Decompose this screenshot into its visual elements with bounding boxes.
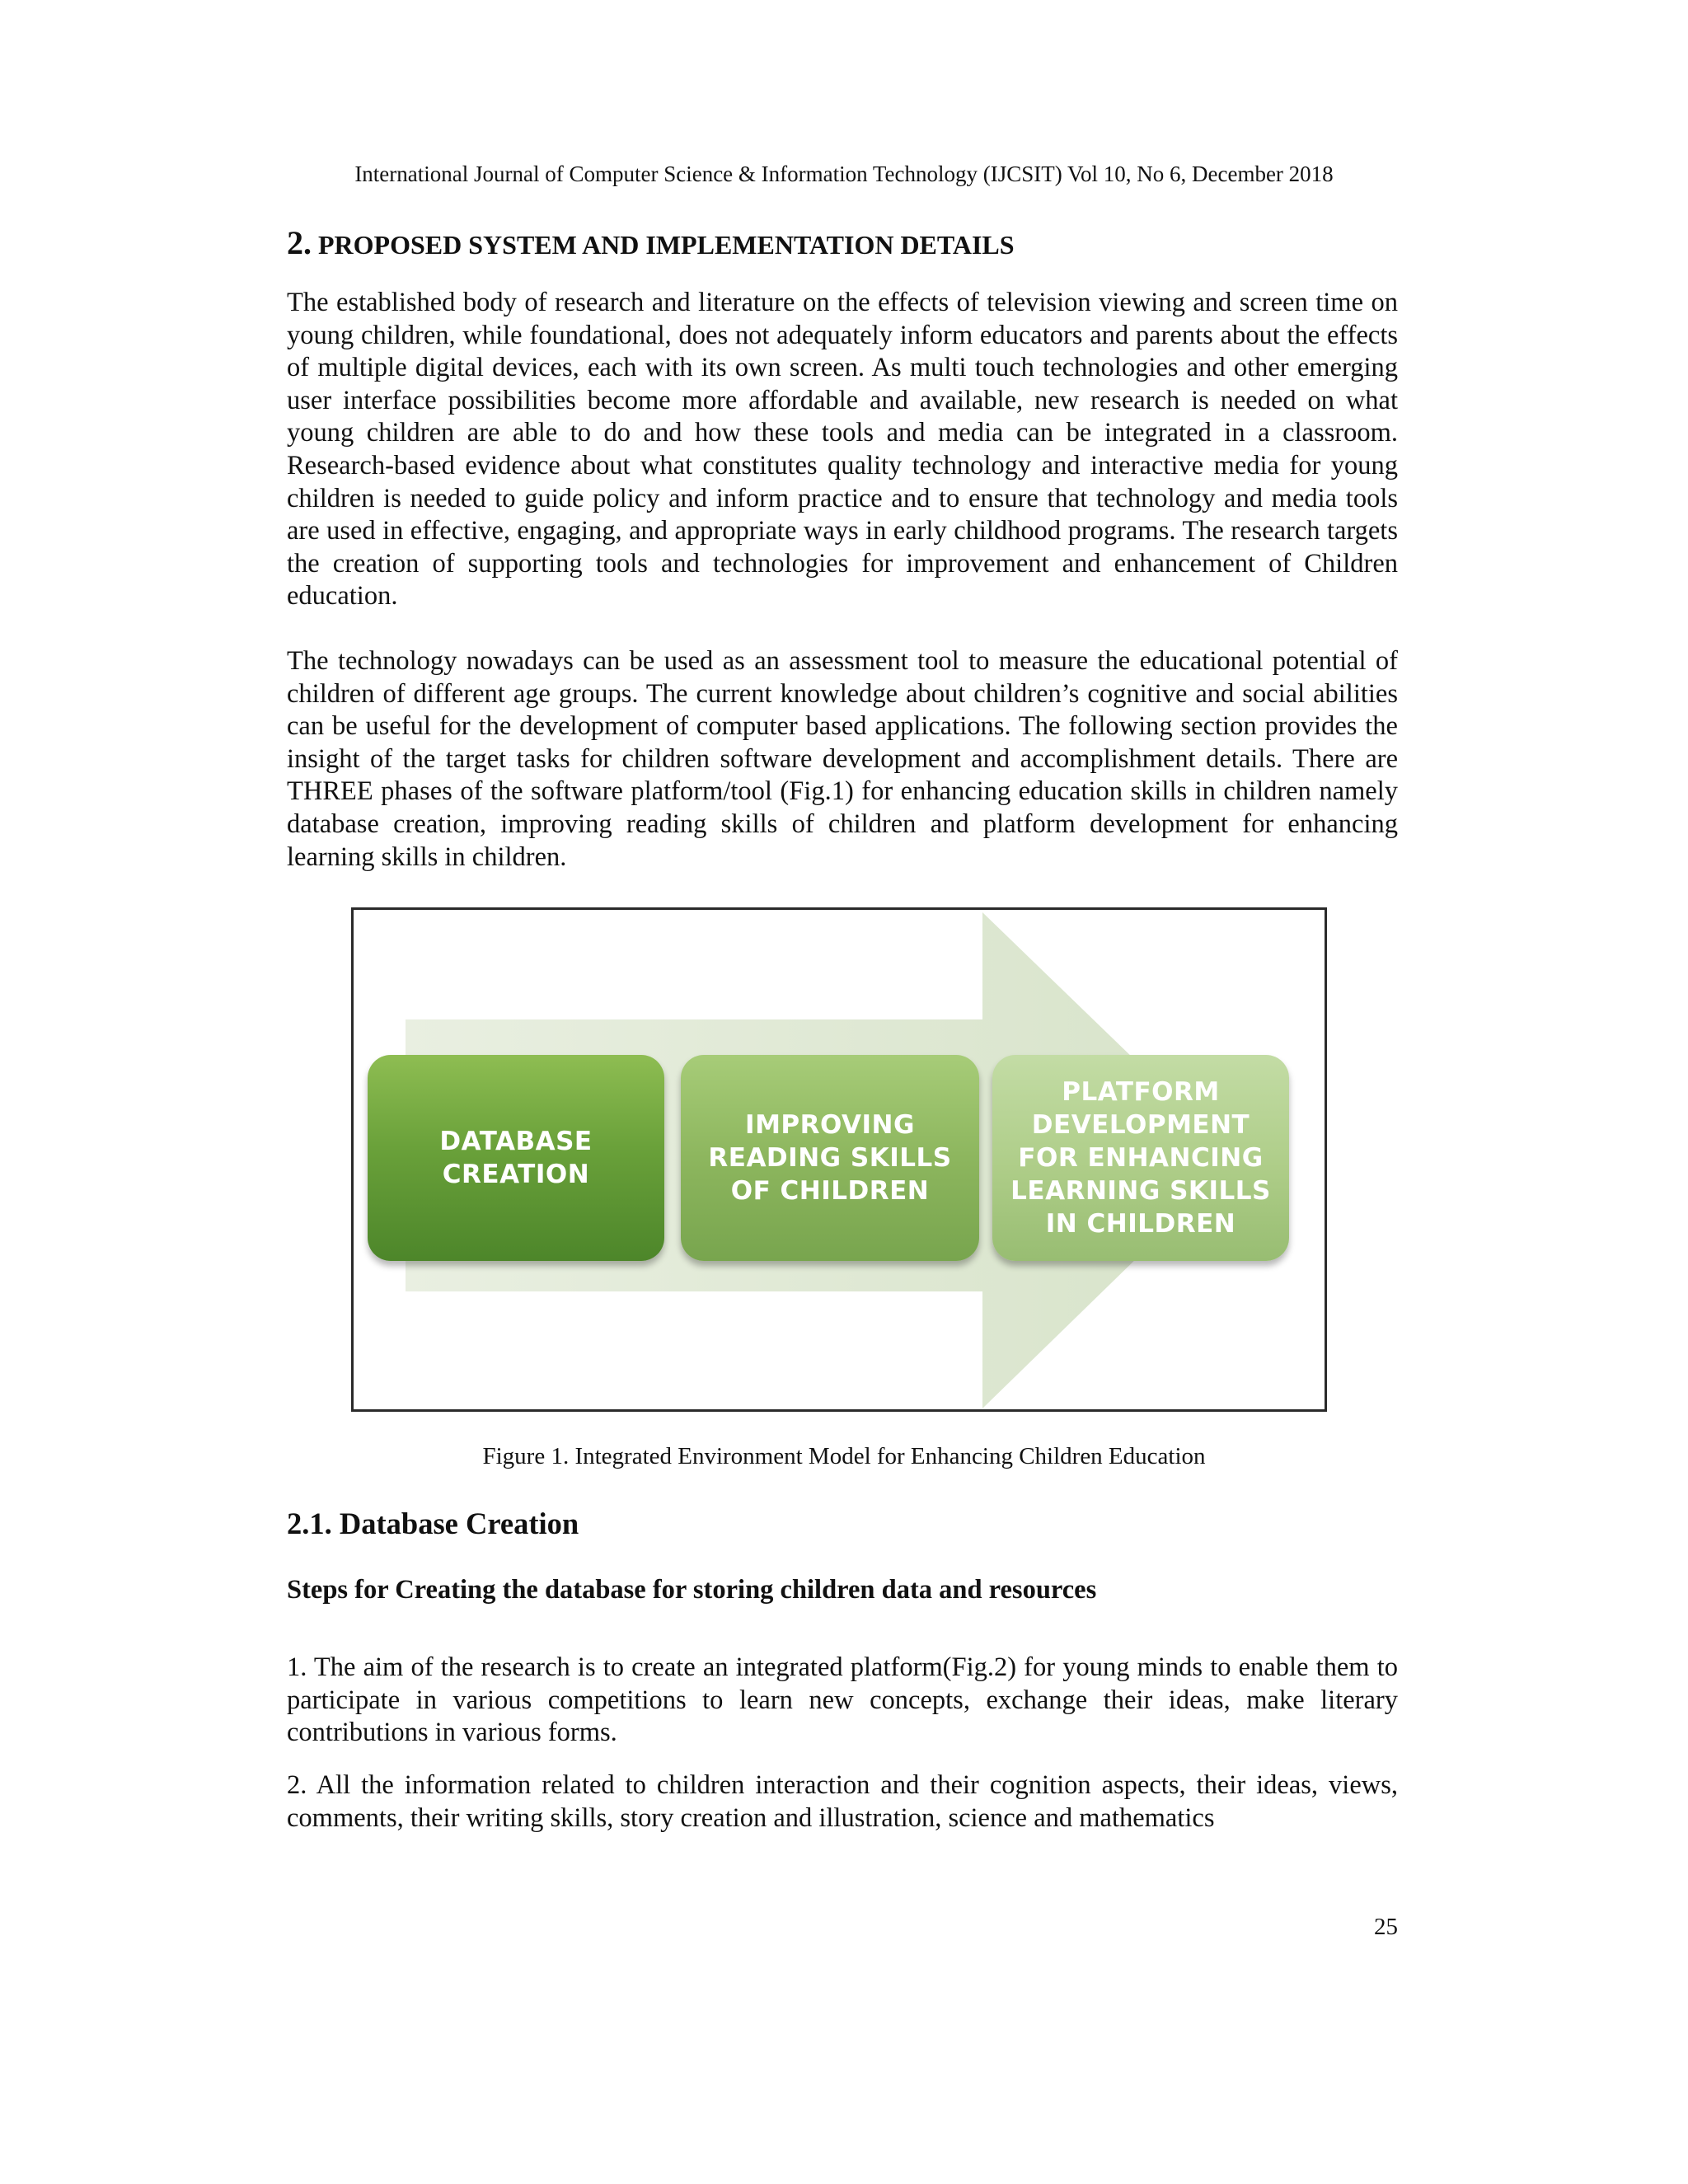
box-line: DEVELOPMENT <box>1031 1110 1250 1140</box>
box-line: IMPROVING <box>745 1110 915 1140</box>
box-line: OF CHILDREN <box>730 1176 930 1206</box>
box-line: FOR ENHANCING <box>1018 1143 1264 1173</box>
box-line: IN CHILDREN <box>1045 1209 1236 1239</box>
phase-box-improving-reading-skills <box>681 1055 979 1261</box>
figure-caption: Figure 1. Integrated Environment Model for Enhancing Children Education <box>482 1443 1206 1469</box>
section-title: PROPOSED SYSTEM AND IMPLEMENTATION DETAILS <box>312 230 1015 260</box>
section-heading <box>287 223 1398 262</box>
section-number: 2. <box>287 224 312 261</box>
paragraph-2: The technology nowadays can be used as an assessment tool to measure the educational potential of children of different age groups. The current knowledge about children’s cognitive and social abilities can be useful for the development of computer based applications. The following section provides the insight of the target tasks for children software development and accomplishment details. There are THREE phases of the software platform/tool (Fig.1) for enhancing education skills in children namely database creation, improving reading skills of children and platform development for enhancing learning skills in children. <box>287 646 1398 872</box>
box-line: DATABASE <box>439 1127 593 1156</box>
steps-heading: Steps for Creating the database for storing children data and resources <box>287 1575 1097 1605</box>
phase-box-database-creation <box>368 1055 664 1261</box>
step-2: 2. All the information related to children interaction and their cognition aspects, their ideas, views, comments, their writing skills, story creation and illustration, science and mathematics <box>287 1770 1398 1833</box>
subsection-title: 2.1. Database Creation <box>287 1507 579 1540</box>
page-number: 25 <box>1374 1914 1398 1940</box>
box-line: PLATFORM <box>1062 1077 1220 1107</box>
phase-box-platform-development <box>992 1055 1289 1261</box>
running-header: International Journal of Computer Science & Information Technology (IJCSIT) Vol 10, No 6, December 2018 <box>354 162 1334 186</box>
box-line: LEARNING SKILLS <box>1010 1176 1271 1206</box>
step-1: 1. The aim of the research is to create an integrated platform(Fig.2) for young minds to enable them to participate in various competitions to learn new concepts, exchange their ideas, make literary contributions in various forms. <box>287 1652 1398 1748</box>
box-line: CREATION <box>442 1160 590 1189</box>
box-line: READING SKILLS <box>708 1143 952 1173</box>
paragraph-1: The established body of research and literature on the effects of television viewing and screen time on young children, while foundational, does not adequately inform educators and parents about the effects of multiple digital devices, each with its own screen. As multi touch technologies and other emerging user interface possibilities become more affordable and available, new research is needed on what young children are able to do and how these tools and media can be integrated in a classroom. Research-based evidence about what constitutes quality technology and interactive media for young children is needed to guide policy and inform practice and to ensure that technology and media tools are used in effective, engaging, and appropriate ways in early childhood programs. The research targets the creation of supporting tools and technologies for improvement and enhancement of Children education. <box>287 288 1398 612</box>
